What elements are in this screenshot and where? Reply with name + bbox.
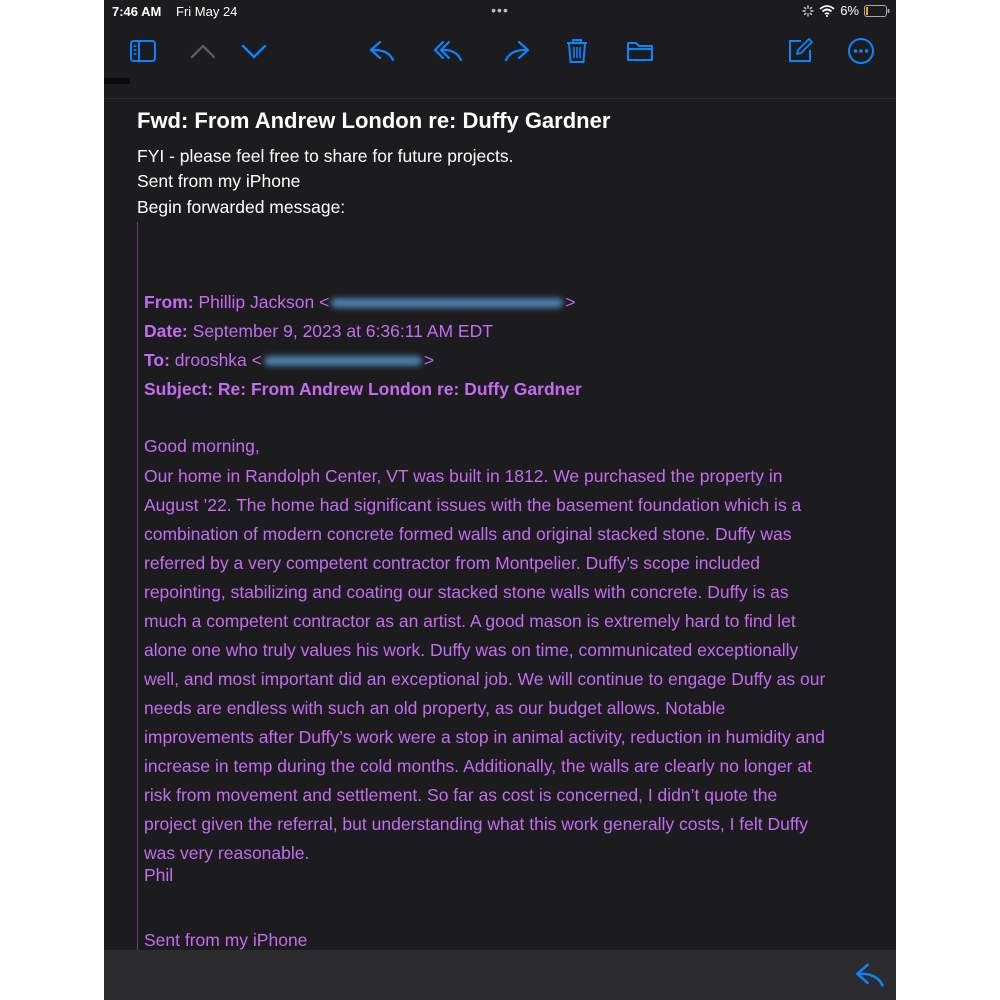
body-line: was very reasonable.	[144, 843, 310, 863]
sidebar-button[interactable]	[126, 34, 160, 68]
status-time: 7:46 AM	[112, 4, 162, 19]
body-line: project given the referral, but understanding what this work generally costs, I felt Duffy	[144, 814, 809, 834]
sidebar-icon	[128, 36, 158, 66]
next-message-button[interactable]	[237, 34, 271, 68]
status-right	[802, 3, 890, 18]
message-body	[104, 100, 896, 950]
trash-button[interactable]	[560, 34, 594, 68]
forwarded-from	[144, 292, 576, 313]
intro-line: Begin forwarded message:	[137, 197, 346, 217]
body-line: improvements after Duffy’s work were a stop in animal activity, reduction in humidity and	[144, 727, 825, 747]
forwarded-subject	[144, 379, 582, 400]
to-label: To:	[144, 350, 170, 370]
trash-icon	[562, 36, 592, 66]
activity-spinner-icon	[802, 5, 814, 17]
to-name: drooshka <	[174, 350, 262, 370]
folder-icon	[625, 36, 655, 66]
date-label: Date:	[144, 321, 188, 341]
reply-icon	[854, 958, 888, 992]
avatar-sliver	[104, 78, 130, 84]
battery-icon	[864, 5, 890, 17]
intro-line: Sent from my iPhone	[137, 171, 301, 191]
quote-bar	[137, 222, 138, 952]
body-line: much a competent contractor as an artist. A good mason is extremely hard to find let	[144, 611, 796, 631]
subject-label: Subject:	[144, 379, 214, 399]
bottom-bar	[104, 950, 896, 1000]
forward-icon	[501, 36, 531, 66]
reply-button[interactable]	[366, 34, 400, 68]
reply-icon	[368, 36, 398, 66]
body-line: August ’22. The home had significant issues with the basement foundation which is a	[144, 495, 802, 515]
from-name: Phillip Jackson <	[198, 292, 330, 312]
previous-message-button[interactable]	[186, 34, 220, 68]
signature: Phil	[144, 865, 174, 885]
date-value: September 9, 2023 at 6:36:11 AM EDT	[192, 321, 493, 341]
sent-from: Sent from my iPhone	[144, 930, 308, 950]
move-to-folder-button[interactable]	[623, 34, 657, 68]
body-line: risk from movement and settlement. So far as cost is concerned, I didn’t quote the	[144, 785, 778, 805]
wifi-icon	[819, 5, 835, 17]
body-line: combination of modern concrete formed walls and original stacked stone. Duffy was	[144, 524, 792, 544]
status-bar	[104, 0, 896, 24]
from-label: From:	[144, 292, 194, 312]
redacted-email	[264, 356, 422, 366]
body-line: alone one who truly values his work. Duffy was on time, communicated exceptionally	[144, 640, 799, 660]
chevron-up-icon	[188, 36, 218, 66]
mail-toolbar	[104, 24, 896, 78]
multitasking-dots-icon[interactable]: •••	[491, 2, 509, 18]
body-line: repointing, stabilizing and coating our stacked stone walls with concrete. Duffy is as	[144, 582, 789, 602]
mail-screen	[104, 0, 896, 1000]
more-button[interactable]	[844, 34, 878, 68]
status-date: Fri May 24	[176, 4, 238, 19]
forwarded-date	[144, 321, 493, 342]
body-line: well, and most important did an exceptional job. We will continue to engage Duffy as our	[144, 669, 826, 689]
body-line: Our home in Randolph Center, VT was built in 1812. We purchased the property in	[144, 466, 783, 486]
compose-icon	[785, 36, 815, 66]
from-close: >	[565, 292, 576, 312]
body-line: needs are endless with such an old property, as our budget allows. Notable	[144, 698, 726, 718]
more-icon	[846, 36, 876, 66]
compose-button[interactable]	[783, 34, 817, 68]
battery-percent: 6%	[840, 3, 859, 18]
header-divider	[104, 78, 896, 99]
forwarded-to	[144, 350, 434, 371]
message-subject: Fwd: From Andrew London re: Duffy Gardner	[137, 108, 611, 133]
body-line: referred by a very competent contractor from Montpelier. Duffy’s scope included	[144, 553, 761, 573]
intro-line: FYI - please feel free to share for future projects.	[137, 146, 514, 166]
reply-all-icon	[433, 36, 463, 66]
redacted-email	[331, 298, 563, 308]
greeting: Good morning,	[144, 436, 260, 456]
to-close: >	[423, 350, 435, 370]
body-text	[144, 462, 894, 868]
reply-button-bottom[interactable]	[854, 958, 888, 992]
forward-button[interactable]	[499, 34, 533, 68]
subject-value: Re: From Andrew London re: Duffy Gardner	[217, 379, 582, 399]
reply-all-button[interactable]	[431, 34, 465, 68]
chevron-down-icon	[239, 36, 269, 66]
body-line: increase in temp during the cold months. Additionally, the walls are clearly no longer at	[144, 756, 812, 776]
